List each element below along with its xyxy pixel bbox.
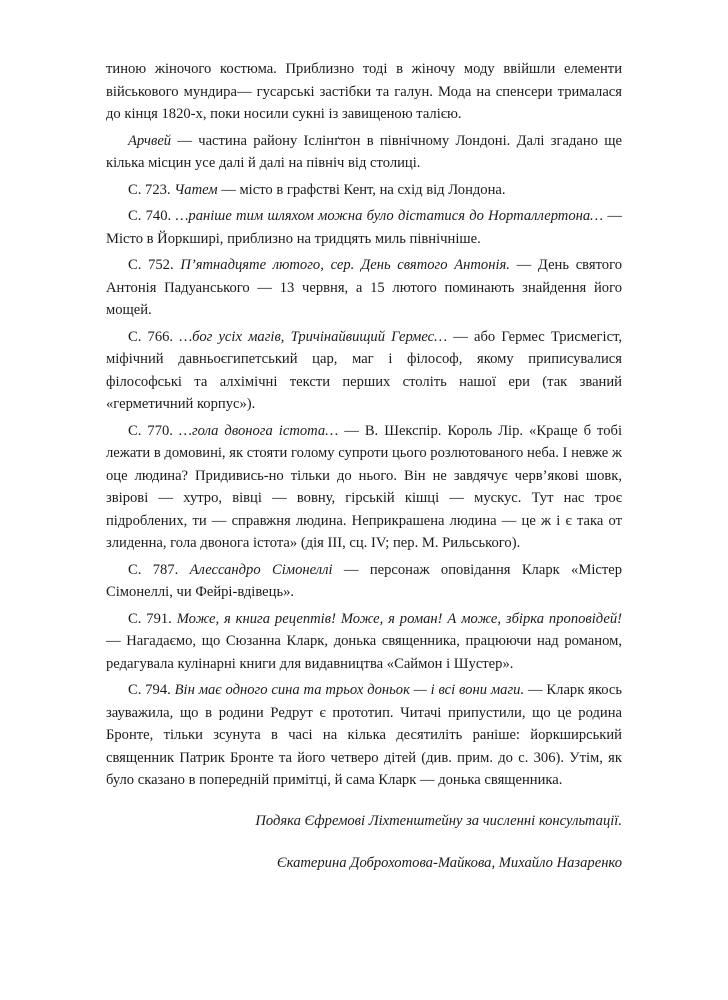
note-paragraph <box>106 254 622 322</box>
note-text: — В. Шекспір. Король Лір. «Краще б тобі лежати в домовині, як стояти голому супроти цього розлютованого неба. І невже ж оце людина? Придивись-но тільки до нього. Він не завдячує черв’якові шовк, звірові — хутро, вівці — вовну, гірській кішці — мускус. Тут нас троє підроблених, ти — справжня людина. Неприкрашена людина — це ж і є така от злиденна, гола двонога істота» (дія III, сц. IV; пер. М. Рильського). <box>106 422 622 551</box>
translators-signature: Єкатерина Доброхотова-Майкова, Михайло Назаренко <box>276 855 622 871</box>
page-body <box>106 58 622 875</box>
note-italic-text: Арчвей <box>128 132 172 149</box>
note-paragraph <box>106 205 622 250</box>
note-text: С. 752. <box>128 257 181 273</box>
note-paragraph <box>106 420 622 555</box>
note-italic-text: Він має одного сина та трьох доньок — і всі вони маги. <box>174 682 525 698</box>
note-text: С. 766. <box>128 328 180 345</box>
note-text: — або Гермес Трисмегіст, міфічний давньоєгипетський цар, маг і філософ, якому приписувалися філософські та алхімічні тексти перших століть нашої ери (так званий «герметичний корпус»). <box>106 328 622 412</box>
note-paragraph <box>106 608 622 676</box>
note-text: — Місто в Йоркширі, приблизно на тридцять миль північніше. <box>106 208 623 247</box>
note-italic-text: …бог усіх магів, Тричінайвищий Гермес… <box>179 328 448 345</box>
note-paragraph <box>106 559 622 604</box>
note-text: — Нагадаємо, що Сюзанна Кларк, донька священника, працюючи над романом, редагувала кулінарні книги для видавництва «Саймон і Шустер». <box>106 633 622 672</box>
notes-text <box>106 58 622 792</box>
note-paragraph <box>106 58 622 126</box>
note-paragraph <box>106 130 622 175</box>
note-italic-text: П’ятнадцяте лютого, сер. День святого Антонія. <box>180 257 510 273</box>
note-text: С. 787. <box>128 561 190 578</box>
acknowledgement-line: Подяка Єфремові Ліхтенштейну за численні консультації. <box>255 812 622 829</box>
note-text: С. 794. <box>128 682 175 698</box>
note-italic-text: Чатем <box>174 181 218 198</box>
note-text: С. 723. <box>128 181 175 198</box>
note-text: С. 740. <box>128 208 176 224</box>
note-text: — День святого Антонія Падуанського — 13 червня, а 15 лютого поминають знайдення його мощей. <box>106 257 622 318</box>
note-text: тиною жіночого костюма. Приблизно тоді в жіночу моду ввійшли елементи військового мундира— гусарські застібки та галун. Мода на спенсери трималася до кінця 1820-х, поки носили сукні із завищеною талією. <box>106 61 622 122</box>
note-text: — персонаж оповідання Кларк «Містер Сімонеллі, чи Фейрі-вдівець». <box>106 561 623 600</box>
note-paragraph <box>106 179 622 202</box>
note-text: С. 791. <box>128 610 177 627</box>
note-text: — місто в графстві Кент, на схід від Лондона. <box>217 181 506 198</box>
note-italic-text: …раніше тим шляхом можна було дістатися до Норталлертона… <box>175 208 604 224</box>
note-text: — Кларк якось зауважила, що в родини Редрут є прототип. Читачі припустили, що це родина Бронте, тільки зсунута в часі на кілька десятиліть раніше: йоркширський священник Патрик Бронте та його четверо дітей (див. прим. до с. 306). Утім, як було сказано в попередній примітці, й сама Кларк — донька священника. <box>106 682 623 788</box>
note-paragraph <box>106 326 622 416</box>
note-text: — частина району Іслінґтон в північному Лондоні. Далі згадано ще кілька місцин усе далі й далі на північ від столиці. <box>106 132 622 171</box>
note-italic-text: Алессандро Сімонеллі <box>189 561 333 578</box>
note-paragraph <box>106 679 622 792</box>
note-italic-text: Може, я книга рецептів! Може, я роман! А може, збірка проповідей! <box>176 610 622 627</box>
note-italic-text: …гола двонога істота… <box>178 422 339 439</box>
note-text: С. 770. <box>128 422 179 439</box>
